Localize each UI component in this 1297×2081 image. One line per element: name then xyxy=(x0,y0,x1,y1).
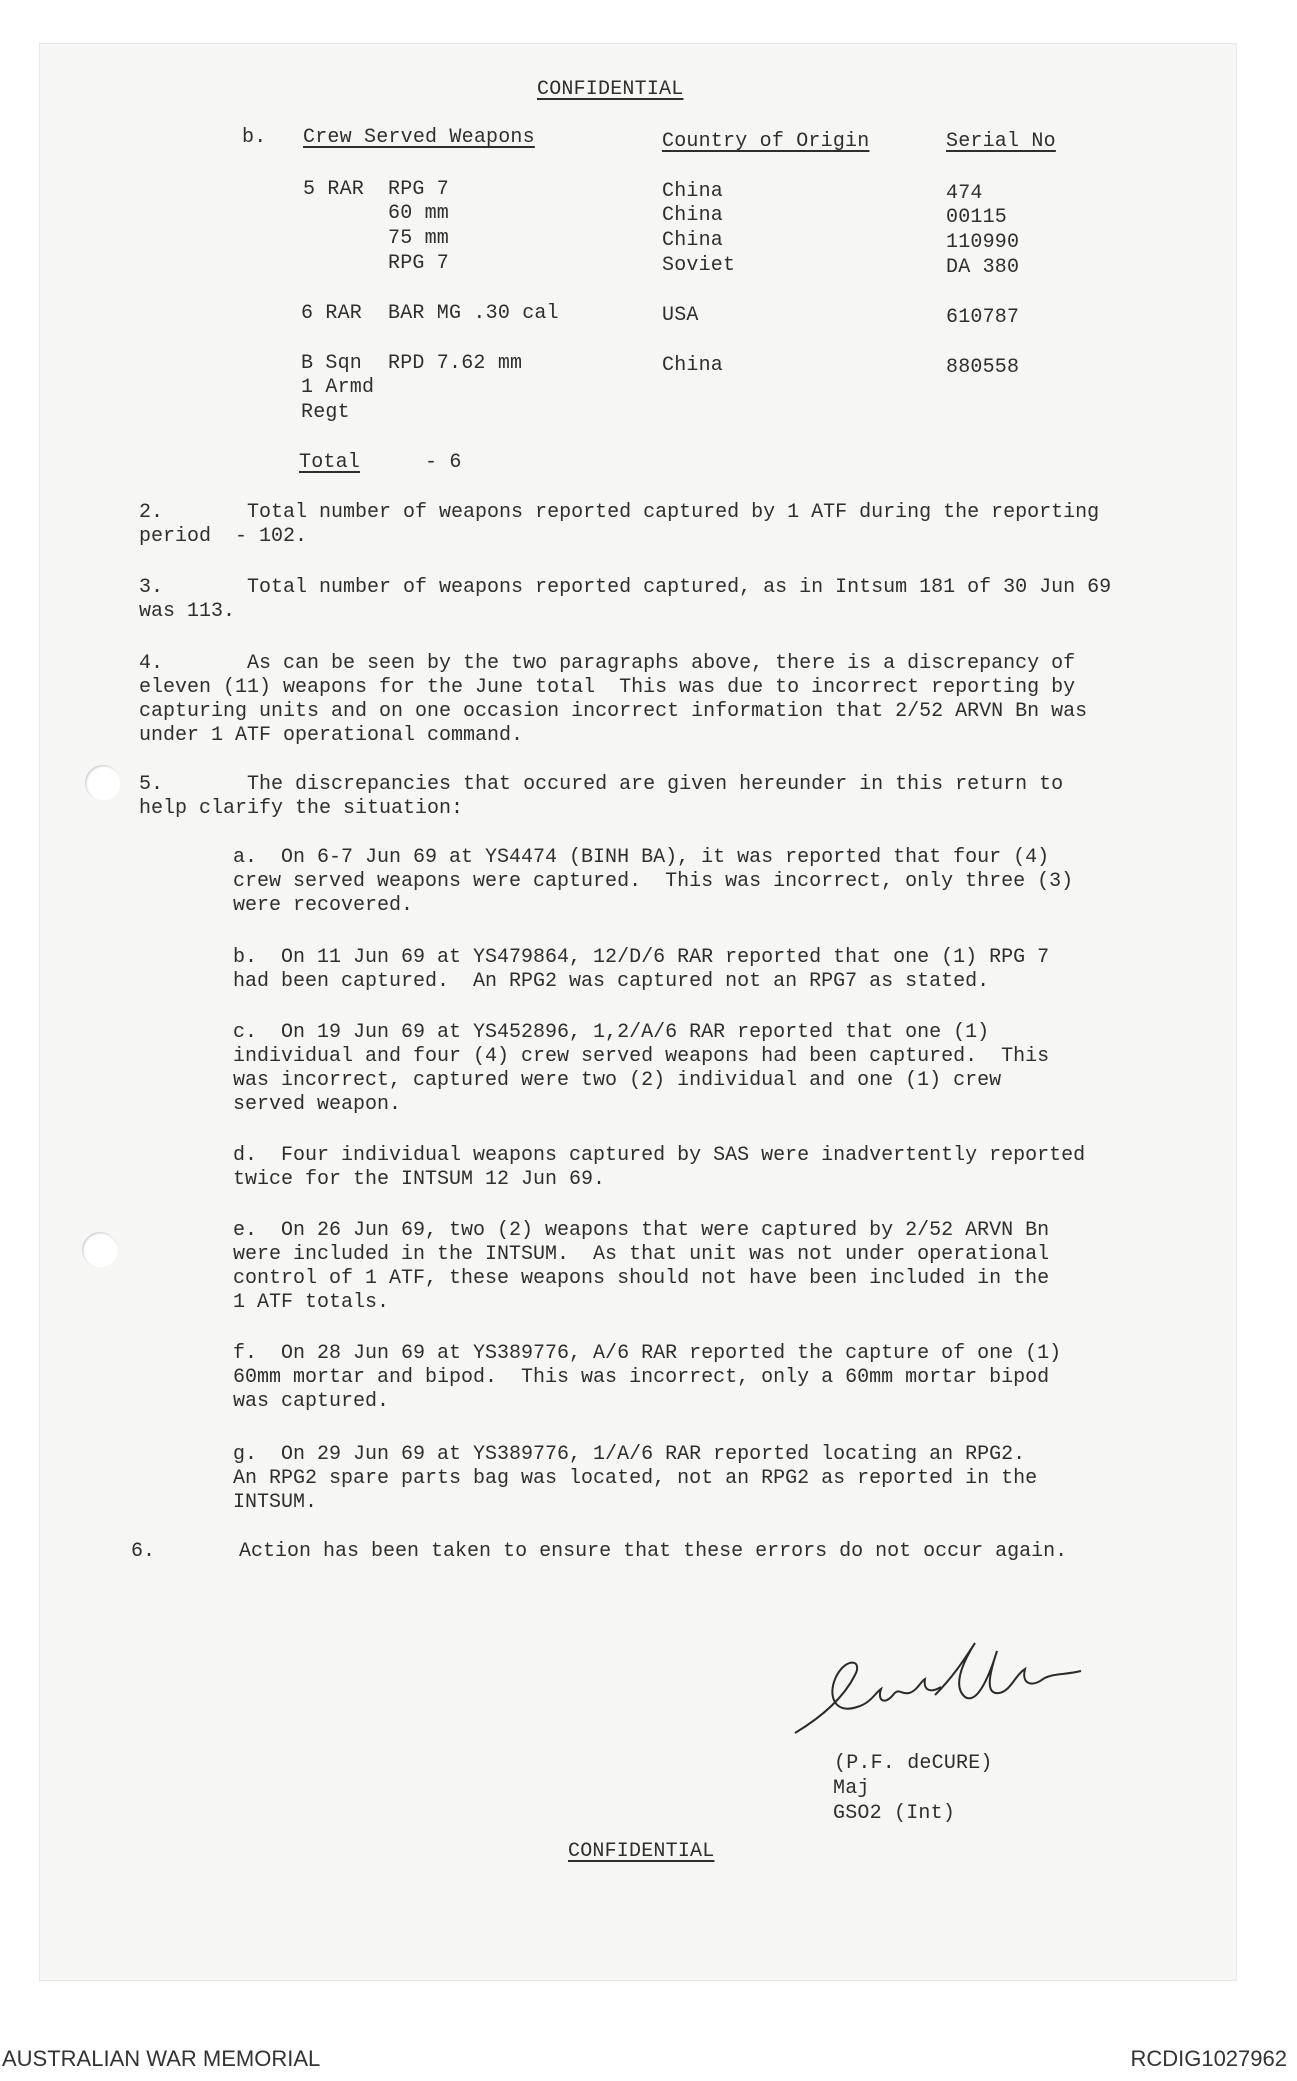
subparagraph-f: f. On 28 Jun 69 at YS389776, A/6 RAR reported the capture of one (1) 60mm mortar and bipod. This was incorrect, only a 60mm mortar bipod was captured. xyxy=(233,1342,1062,1413)
table-row-weapon: 60 mm xyxy=(388,202,450,225)
table-row-country: China xyxy=(662,180,724,203)
paragraph-3: 3. Total number of weapons reported captured, as in Intsum 181 of 30 Jun 69 was 113. xyxy=(139,576,1112,623)
archive-reference: RCDIG1027962 xyxy=(1130,2046,1287,2071)
table-row-serial: 610787 xyxy=(946,306,1020,329)
subparagraph-d: d. Four individual weapons captured by SAS were inadvertently reported twice for the INTSUM 12 Jun 69. xyxy=(233,1144,1086,1191)
section-b-label: b. xyxy=(242,126,267,149)
table-row-weapon: 75 mm xyxy=(388,227,450,250)
paragraph-5: 5. The discrepancies that occured are given hereunder in this return to help clarify the situation: xyxy=(139,773,1064,820)
table-row-country: China xyxy=(662,354,724,377)
punch-hole-lower xyxy=(82,1232,118,1268)
punch-hole-upper xyxy=(85,765,121,801)
column-header-serial: Serial No xyxy=(946,130,1056,153)
table-row-weapon: BAR MG .30 cal xyxy=(388,302,559,325)
subparagraph-a: a. On 6-7 Jun 69 at YS4474 (BINH BA), it was reported that four (4) crew served weapons were captured. This was incorrect, only three (3) were recovered. xyxy=(233,846,1074,917)
archive-name: AUSTRALIAN WAR MEMORIAL xyxy=(2,2046,321,2071)
paragraph-2: 2. Total number of weapons reported captured by 1 ATF during the reporting period - 102. xyxy=(139,501,1100,548)
subparagraph-e: e. On 26 Jun 69, two (2) weapons that were captured by 2/52 ARVN Bn were included in the INTSUM. As that unit was not under operational control of 1 ATF, these weapons should not have been included in the 1 ATF totals. xyxy=(233,1219,1050,1314)
table-row-serial: DA 380 xyxy=(946,256,1020,279)
signatory-title: GSO2 (Int) xyxy=(833,1802,956,1825)
paragraph-4: 4. As can be seen by the two paragraphs above, there is a discrepancy of eleven (11) weapons for the June total This was due to incorrect reporting by capturing units and on one occasion incorrect information that 2/52 ARVN Bn was under 1 ATF operational command. xyxy=(139,652,1088,747)
table-row-unit: Regt xyxy=(301,401,350,424)
table-row-unit: 5 RAR xyxy=(303,178,365,201)
table-row-country: Soviet xyxy=(662,254,736,277)
table-row-weapon: RPG 7 xyxy=(388,252,450,275)
signatory-name: (P.F. deCURE) xyxy=(834,1752,993,1775)
table-row-unit: 6 RAR xyxy=(301,302,363,325)
column-header-weapons: Crew Served Weapons xyxy=(303,126,535,149)
table-row-unit: 1 Armd xyxy=(301,376,375,399)
table-row-serial: 110990 xyxy=(946,231,1020,254)
table-row-serial: 00115 xyxy=(946,206,1008,229)
table-row-country: China xyxy=(662,229,724,252)
table-row-serial: 474 xyxy=(946,182,983,205)
footer-classification: CONFIDENTIAL xyxy=(568,1840,715,1863)
subparagraph-b: b. On 11 Jun 69 at YS479864, 12/D/6 RAR reported that one (1) RPG 7 had been captured. An RPG2 was captured not an RPG7 as stated. xyxy=(233,946,1050,993)
header-classification: CONFIDENTIAL xyxy=(537,78,684,101)
signatory-rank: Maj xyxy=(833,1777,870,1800)
column-header-country: Country of Origin xyxy=(662,130,870,153)
table-row-weapon: RPG 7 xyxy=(388,178,450,201)
table-row-unit: B Sqn xyxy=(301,352,363,375)
handwritten-signature xyxy=(785,1635,1095,1745)
table-row-country: China xyxy=(662,204,724,227)
subparagraph-c: c. On 19 Jun 69 at YS452896, 1,2/A/6 RAR reported that one (1) individual and four (4) crew served weapons had been captured. This was incorrect, captured were two (2) individual and one (1) crew served weapon. xyxy=(233,1021,1050,1116)
table-row-country: USA xyxy=(662,304,699,327)
table-row-serial: 880558 xyxy=(946,356,1020,379)
paragraph-6: 6. Action has been taken to ensure that these errors do not occur again. xyxy=(131,1540,1068,1563)
subparagraph-g: g. On 29 Jun 69 at YS389776, 1/A/6 RAR reported locating an RPG2. An RPG2 spare parts bag was located, not an RPG2 as reported in the INTSUM. xyxy=(233,1443,1038,1514)
total-value: - 6 xyxy=(425,451,462,474)
table-row-weapon: RPD 7.62 mm xyxy=(388,352,523,375)
total-label: Total xyxy=(299,451,361,474)
